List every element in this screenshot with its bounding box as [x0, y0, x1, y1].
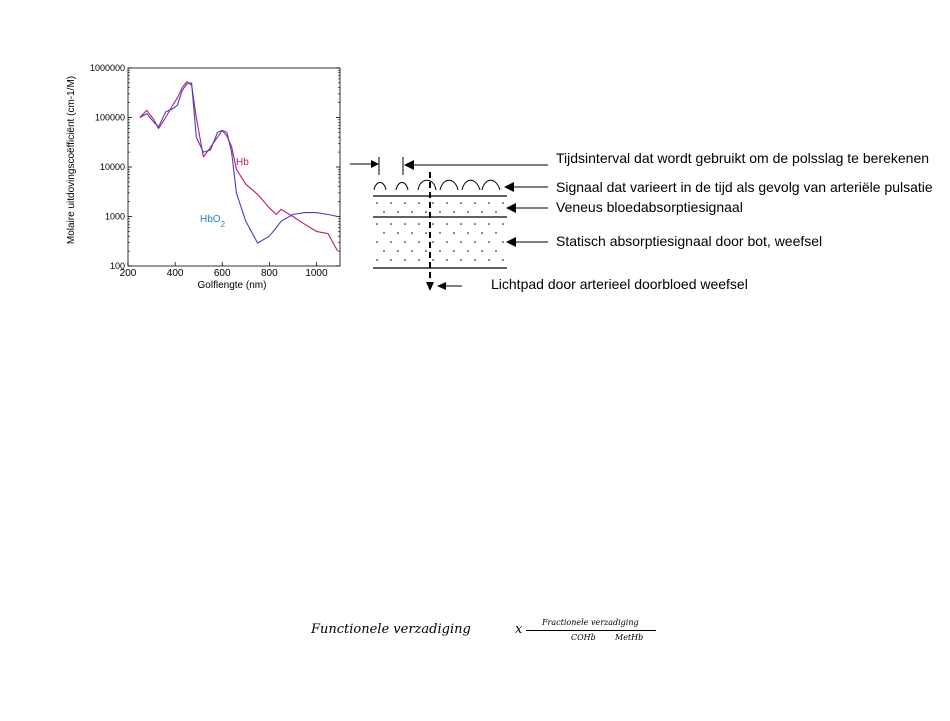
tissue-dot	[502, 223, 504, 225]
tissue-dot	[397, 211, 399, 213]
tissue-dot	[467, 232, 469, 234]
tissue-dot	[495, 250, 497, 252]
tissue-dot	[446, 202, 448, 204]
tissue-dot	[418, 202, 420, 204]
tissue-dot	[439, 250, 441, 252]
tissue-dot	[474, 241, 476, 243]
tissue-dot	[502, 241, 504, 243]
tissue-dot	[481, 211, 483, 213]
tissue-dot	[432, 202, 434, 204]
y-tick-label: 100	[109, 261, 125, 271]
tissue-dot	[425, 250, 427, 252]
tissue-dot	[495, 232, 497, 234]
static-arrowhead	[506, 237, 516, 247]
x-tick-label: 600	[213, 268, 231, 279]
tissue-dot	[453, 250, 455, 252]
tissue-dot	[488, 241, 490, 243]
tissue-dot	[460, 241, 462, 243]
label-lightpath: Lichtpad door arterieel doorbloed weefsel	[491, 276, 748, 292]
tissue-dot	[397, 232, 399, 234]
series-label-hbo2: HbO$_2$	[200, 214, 226, 229]
pulsatile-signal-wave	[374, 180, 500, 190]
tissue-dot	[390, 223, 392, 225]
x-axis-label: Golflengte (nm)	[197, 280, 267, 291]
tissue-dot	[460, 259, 462, 261]
tissue-dot	[460, 223, 462, 225]
tissue-dot	[390, 241, 392, 243]
tissue-dot	[453, 232, 455, 234]
tissue-dot	[411, 232, 413, 234]
label-interval: Tijdsinterval dat wordt gebruikt om de polsslag te berekenen	[556, 150, 930, 166]
tissue-dot	[418, 259, 420, 261]
tissue-dot	[390, 259, 392, 261]
tissue-dot	[432, 223, 434, 225]
tissue-dot	[376, 241, 378, 243]
tissue-dot	[488, 202, 490, 204]
tissue-dot	[488, 259, 490, 261]
tissue-dot	[474, 223, 476, 225]
tissue-dot	[446, 259, 448, 261]
tissue-dot	[481, 250, 483, 252]
tissue-diagram	[350, 150, 933, 292]
formula-den-methb: MetHb	[615, 633, 644, 642]
x-tick-label: 1000	[305, 268, 328, 279]
tissue-dot	[481, 232, 483, 234]
formula-times: x	[515, 622, 523, 637]
label-static: Statisch absorptiesignaal door bot, weefsel	[556, 233, 823, 249]
light-path-arrowhead	[426, 282, 434, 291]
tissue-dot	[502, 202, 504, 204]
tissue-dot	[404, 259, 406, 261]
tissue-dot	[425, 211, 427, 213]
lightpath-arrowhead	[437, 282, 446, 290]
tissue-dot	[474, 259, 476, 261]
x-tick-label: 200	[119, 268, 137, 279]
y-axis-label: Molaire uitdovingscoëfficiënt (cm-1/M)	[66, 75, 77, 245]
label-signal: Signaal dat varieert in de tijd als gevolg van arteriële pulsatie	[556, 179, 933, 195]
tissue-dot	[390, 202, 392, 204]
tissue-dot	[376, 202, 378, 204]
venous-arrowhead	[506, 203, 516, 213]
tissue-dot	[404, 223, 406, 225]
tissue-dot	[460, 202, 462, 204]
formula-den-cohb: COHb	[571, 633, 596, 642]
tissue-dot	[397, 250, 399, 252]
chart-ticks	[90, 63, 340, 279]
signal-arrowhead	[504, 182, 514, 192]
tissue-dot	[495, 211, 497, 213]
tissue-dot	[453, 211, 455, 213]
tissue-dot	[432, 259, 434, 261]
y-tick-label: 1000	[104, 211, 125, 222]
tissue-dot	[502, 259, 504, 261]
tissue-dot	[418, 223, 420, 225]
interval-arrowhead-right	[404, 160, 414, 170]
tissue-dot	[446, 223, 448, 225]
tissue-dot	[425, 232, 427, 234]
plot-frame	[128, 68, 340, 266]
formula-fraction-bar	[526, 630, 656, 631]
tissue-dot	[411, 211, 413, 213]
tissue-dot	[467, 211, 469, 213]
tissue-dot	[383, 232, 385, 234]
y-tick-label: 1000000	[89, 63, 125, 73]
tissue-dot	[404, 202, 406, 204]
tissue-dot	[432, 241, 434, 243]
tissue-dot	[439, 211, 441, 213]
series-label-hb: Hb	[236, 157, 249, 168]
tissue-dot	[411, 250, 413, 252]
tissue-dot	[439, 232, 441, 234]
y-tick-label: 10000	[99, 162, 125, 172]
tissue-dot	[418, 241, 420, 243]
tissue-dot	[383, 211, 385, 213]
tissue-dot	[488, 223, 490, 225]
tissue-dot	[376, 223, 378, 225]
tissue-dot	[474, 202, 476, 204]
absorption-chart	[66, 63, 340, 291]
venous-layer-dots	[376, 202, 504, 213]
x-tick-label: 400	[166, 268, 184, 279]
tissue-dot	[383, 250, 385, 252]
formula-numerator: Fractionele verzadiging	[542, 618, 639, 627]
tissue-dot	[446, 241, 448, 243]
formula-lhs: Functionele verzadiging	[311, 622, 471, 637]
label-venous: Veneus bloedabsorptiesignaal	[556, 199, 743, 215]
tissue-dot	[404, 241, 406, 243]
tissue-dot	[467, 250, 469, 252]
interval-arrowhead-left	[371, 160, 379, 168]
x-tick-label: 800	[260, 268, 278, 279]
y-tick-label: 100000	[94, 112, 125, 123]
static-layer-dots	[376, 223, 504, 261]
tissue-dot	[376, 259, 378, 261]
